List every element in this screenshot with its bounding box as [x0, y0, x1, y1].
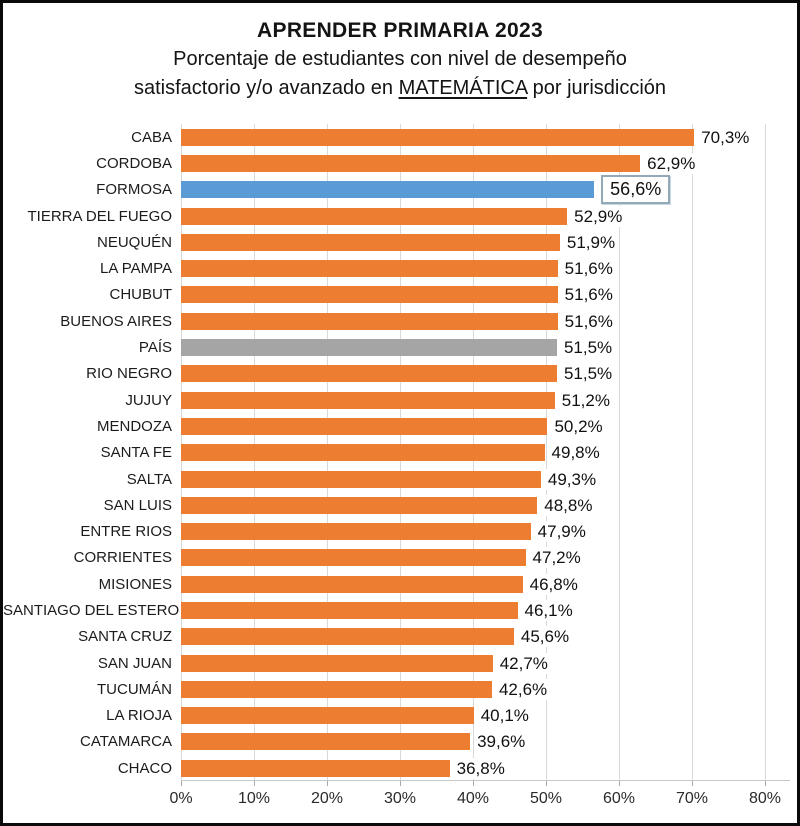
category-label: FORMOSA — [96, 181, 172, 199]
bar — [181, 181, 594, 198]
value-label: 47,9% — [535, 521, 589, 542]
bar-row — [3, 387, 797, 413]
value-label: 40,1% — [478, 705, 532, 726]
value-label: 51,6% — [562, 284, 616, 305]
bar-row — [3, 755, 797, 781]
category-label: BUENOS AIRES — [60, 312, 172, 330]
value-label: 51,6% — [562, 311, 616, 332]
bar — [181, 444, 545, 461]
bar-track — [181, 155, 790, 172]
x-axis-tick-mark — [254, 781, 255, 786]
category-label: SAN JUAN — [97, 654, 172, 672]
value-label: 52,9% — [571, 206, 625, 227]
value-label: 51,2% — [559, 390, 613, 411]
value-label: 51,5% — [561, 363, 615, 384]
bar — [181, 681, 492, 698]
bar-track — [181, 707, 790, 724]
bar — [181, 286, 558, 303]
bar — [181, 760, 450, 777]
chart-subtitle-line1: Porcentaje de estudiantes con nivel de desempeño — [173, 48, 627, 70]
bar — [181, 418, 547, 435]
bar — [181, 155, 640, 172]
bar-track — [181, 208, 790, 225]
bar-row — [3, 518, 797, 544]
value-label: 70,3% — [698, 127, 752, 148]
bar — [181, 234, 560, 251]
bar — [181, 602, 518, 619]
category-label: LA PAMPA — [100, 260, 172, 278]
category-label: SALTA — [126, 470, 172, 488]
bar-track — [181, 339, 790, 356]
category-label: SAN LUIS — [103, 496, 172, 514]
value-label: 39,6% — [474, 731, 528, 752]
category-label: TUCUMÁN — [97, 680, 172, 698]
bar-row — [3, 282, 797, 308]
subtitle-prefix: satisfactorio y/o avanzado en — [133, 77, 399, 99]
bar-row — [3, 255, 797, 281]
bar-row — [3, 177, 797, 203]
x-axis-tick-label: 10% — [237, 790, 271, 808]
value-label: 36,8% — [454, 758, 508, 779]
category-label: CHUBUT — [109, 286, 172, 304]
bar — [181, 313, 558, 330]
bar-row — [3, 466, 797, 492]
category-label: SANTA FE — [100, 444, 172, 462]
x-axis-tick-label: 0% — [169, 790, 193, 808]
category-label: JUJUY — [125, 391, 172, 409]
bar-row — [3, 440, 797, 466]
chart-subtitle-line2 — [3, 74, 797, 103]
chart-title-block — [3, 3, 797, 103]
value-label: 42,6% — [496, 679, 550, 700]
value-label-boxed: 56,6% — [601, 175, 670, 204]
x-axis-tick-mark — [765, 781, 766, 786]
value-label: 47,2% — [530, 547, 584, 568]
bar-row — [3, 729, 797, 755]
value-label: 51,6% — [562, 258, 616, 279]
bar-row — [3, 650, 797, 676]
bar-row — [3, 361, 797, 387]
value-label: 49,3% — [545, 469, 599, 490]
x-axis-tick-mark — [473, 781, 474, 786]
bar-row — [3, 150, 797, 176]
bar-track — [181, 365, 790, 382]
x-axis-tick-mark — [327, 781, 328, 786]
bar — [181, 707, 474, 724]
bar — [181, 549, 526, 566]
bar-track — [181, 234, 790, 251]
x-axis — [169, 781, 790, 815]
bar-track — [181, 444, 790, 461]
value-label: 51,5% — [561, 337, 615, 358]
chart-rows — [3, 124, 797, 781]
category-label: CORDOBA — [96, 154, 172, 172]
bar — [181, 628, 514, 645]
bar-track — [181, 681, 790, 698]
value-label: 51,9% — [564, 232, 618, 253]
bar-track — [181, 628, 790, 645]
value-label: 62,9% — [644, 153, 698, 174]
x-axis-tick-mark — [619, 781, 620, 786]
x-axis-tick-label: 70% — [675, 790, 709, 808]
chart-title: APRENDER PRIMARIA 2023 — [257, 19, 543, 42]
bar-track — [181, 576, 790, 593]
bar-track — [181, 733, 790, 750]
bar — [181, 339, 557, 356]
bar — [181, 392, 555, 409]
bar-row — [3, 676, 797, 702]
value-label: 50,2% — [551, 416, 605, 437]
category-label: CABA — [131, 128, 172, 146]
bar-row — [3, 571, 797, 597]
x-axis-tick-label: 40% — [456, 790, 490, 808]
bar-track — [181, 655, 790, 672]
value-label: 42,7% — [497, 653, 551, 674]
bar-track — [181, 549, 790, 566]
bar-row — [3, 492, 797, 518]
category-label: ENTRE RIOS — [80, 523, 172, 541]
bar-track — [181, 392, 790, 409]
bar-chart — [3, 124, 797, 815]
value-label: 46,1% — [522, 600, 576, 621]
bar-track — [181, 471, 790, 488]
category-label: TIERRA DEL FUEGO — [27, 207, 172, 225]
bar-row — [3, 334, 797, 360]
bar-row — [3, 124, 797, 150]
category-label: LA RIOJA — [106, 707, 172, 725]
x-axis-tick-mark — [181, 781, 182, 786]
bar-row — [3, 597, 797, 623]
bar-row — [3, 203, 797, 229]
category-label: MENDOZA — [97, 417, 172, 435]
bar — [181, 129, 694, 146]
value-label: 49,8% — [549, 442, 603, 463]
bar-track — [181, 418, 790, 435]
bar-track — [181, 129, 790, 146]
x-axis-tick-label: 20% — [310, 790, 344, 808]
category-label: NEUQUÉN — [96, 233, 172, 251]
x-axis-tick-mark — [692, 781, 693, 786]
category-label: RIO NEGRO — [86, 365, 172, 383]
category-label: CHACO — [117, 759, 172, 777]
bar-row — [3, 624, 797, 650]
bar-track — [181, 286, 790, 303]
value-label: 48,8% — [541, 495, 595, 516]
bar — [181, 471, 541, 488]
category-label: SANTA CRUZ — [78, 628, 172, 646]
bar-track — [181, 760, 790, 777]
x-axis-tick-mark — [546, 781, 547, 786]
x-axis-tick-label: 30% — [383, 790, 417, 808]
x-axis-tick-label: 60% — [602, 790, 636, 808]
bar — [181, 576, 523, 593]
bar-track — [181, 260, 790, 277]
bar — [181, 260, 558, 277]
x-axis-tick-label: 80% — [748, 790, 782, 808]
bar-row — [3, 545, 797, 571]
category-label: SANTIAGO DEL ESTERO — [3, 601, 180, 619]
bar-row — [3, 229, 797, 255]
category-label: PAÍS — [138, 339, 172, 357]
value-label: 46,8% — [527, 574, 581, 595]
subtitle-underlined-word: MATEMÁTICA — [398, 77, 528, 99]
bar-row — [3, 413, 797, 439]
bar-track — [181, 313, 790, 330]
bar-track — [181, 523, 790, 540]
bar-track — [181, 602, 790, 619]
x-axis-tick-label: 50% — [529, 790, 563, 808]
bar-row — [3, 703, 797, 729]
category-label: CORRIENTES — [73, 549, 172, 567]
bar — [181, 365, 557, 382]
bar-track — [181, 181, 790, 198]
value-label: 45,6% — [518, 626, 572, 647]
bar — [181, 208, 567, 225]
bar — [181, 497, 537, 514]
subtitle-suffix: por jurisdicción — [527, 77, 667, 99]
x-axis-tick-mark — [400, 781, 401, 786]
bar — [181, 655, 493, 672]
bar — [181, 733, 470, 750]
bar — [181, 523, 531, 540]
bar-track — [181, 497, 790, 514]
category-label: CATAMARCA — [80, 733, 172, 751]
bar-row — [3, 308, 797, 334]
category-label: MISIONES — [98, 575, 172, 593]
